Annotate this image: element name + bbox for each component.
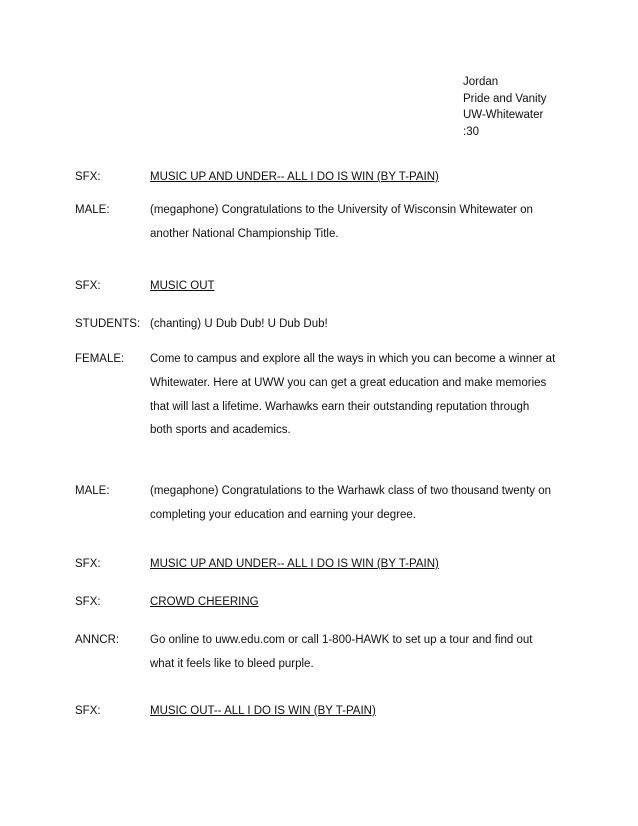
script-text: [150, 558, 580, 582]
script-text: [150, 171, 580, 195]
script-line: both sports and academics.: [150, 424, 291, 437]
author-name: Jordan: [463, 76, 499, 88]
speaker-label: SFX:: [75, 558, 101, 570]
script-text: [150, 280, 580, 304]
script-line: MUSIC OUT: [150, 280, 215, 292]
script-line: what it feels like to bleed purple.: [150, 657, 314, 670]
script-line: (megaphone) Congratulations to the University of Wisconsin Whitewater on: [150, 204, 533, 216]
client-name: UW-Whitewater: [463, 109, 544, 121]
script-line: (chanting) U Dub Dub! U Dub Dub!: [150, 318, 328, 330]
speaker-label: SFX:: [75, 705, 101, 717]
script-text: [150, 634, 580, 682]
script-text: [150, 204, 580, 252]
script-line: CROWD CHEERING: [150, 596, 259, 608]
script-text: [150, 596, 580, 620]
script-text: [150, 318, 580, 342]
script-line: (megaphone) Congratulations to the Warhawk class of two thousand twenty on: [150, 485, 552, 497]
script-line: that will last a lifetime. Warhawks earn their outstanding reputation through: [150, 400, 530, 413]
script-text: [150, 705, 580, 729]
script-line: another National Championship Title.: [150, 227, 339, 240]
script-text: [150, 485, 580, 533]
spot-title: Pride and Vanity: [463, 92, 547, 105]
script-line: Whitewater. Here at UWW you can get a great education and make memories: [150, 376, 547, 389]
speaker-label: SFX:: [75, 171, 101, 183]
speaker-label: SFX:: [75, 280, 101, 292]
speaker-label: ANNCR:: [75, 634, 120, 646]
script-line: MUSIC OUT-- ALL I DO IS WIN (BY T-PAIN): [150, 705, 376, 717]
script-line: MUSIC UP AND UNDER-- ALL I DO IS WIN (BY T-PAIN): [150, 171, 439, 183]
script-line: Come to campus and explore all the ways in which you can become a winner at: [150, 353, 556, 365]
script-text: [150, 353, 580, 448]
spot-length: :30: [463, 125, 479, 138]
speaker-label: MALE:: [75, 204, 110, 216]
script-line: completing your education and earning your degree.: [150, 508, 416, 521]
speaker-label: SFX:: [75, 596, 101, 608]
script-header: [463, 74, 547, 140]
script-line: Go online to uww.edu.com or call 1-800-HAWK to set up a tour and find out: [150, 634, 533, 646]
speaker-label: STUDENTS:: [75, 318, 141, 330]
script-line: MUSIC UP AND UNDER-- ALL I DO IS WIN (BY T-PAIN): [150, 558, 439, 570]
speaker-label: FEMALE:: [75, 353, 125, 365]
speaker-label: MALE:: [75, 485, 110, 497]
